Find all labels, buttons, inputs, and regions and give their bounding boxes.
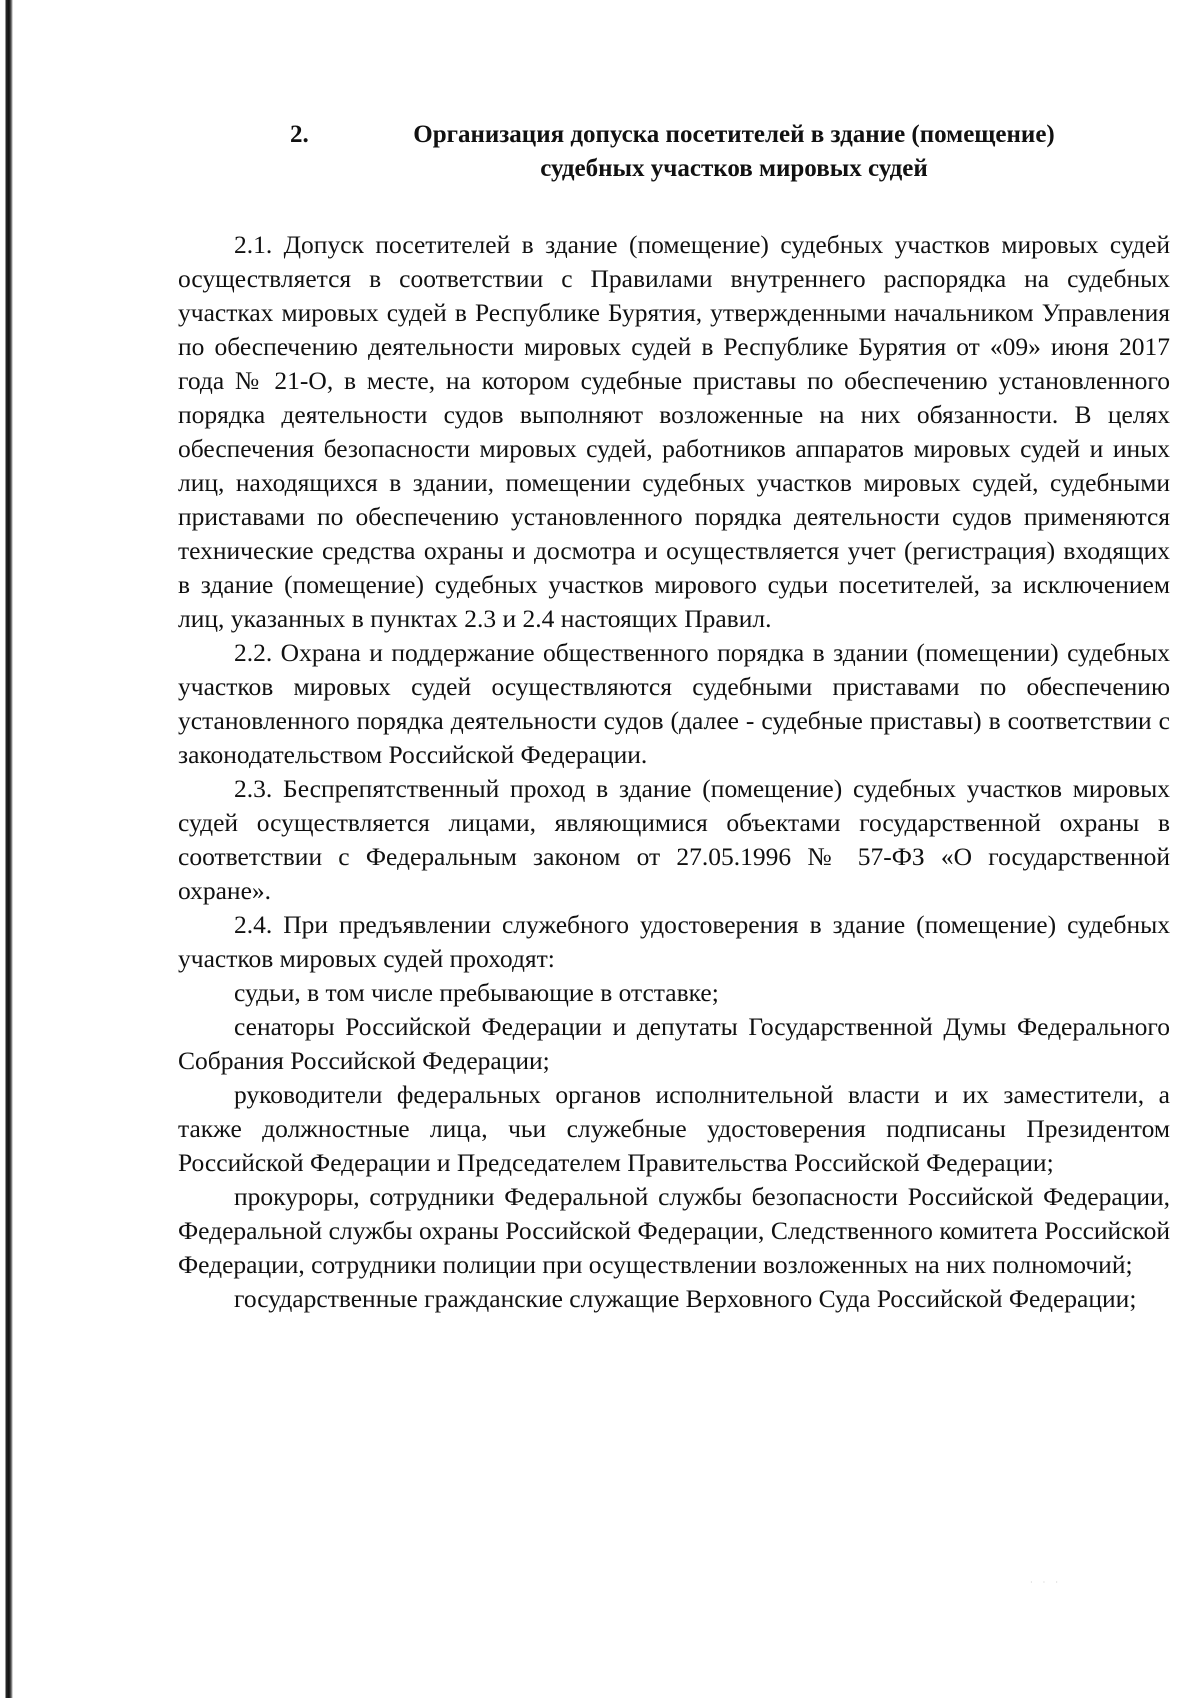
scan-edge xyxy=(0,0,20,1698)
section-title-line2: судебных участков мировых судей xyxy=(540,155,928,182)
list-item-senators: сенаторы Российской Федерации и депутаты Государственной Думы Федерального Собрания Российской Федерации; xyxy=(178,1012,1170,1075)
document-page xyxy=(178,118,1170,1316)
section-heading xyxy=(178,118,1170,186)
list-item-civil-servants: государственные гражданские служащие Верховного Суда Российской Федерации; xyxy=(234,1284,1137,1313)
section-title-line1: Организация допуска посетителей в здание (помещение) xyxy=(413,121,1055,148)
list-item-federal-heads: руководители федеральных органов исполнительной власти и их заместители, а также должностные лица, чьи служебные удостоверения подписаны Президентом Российской Федерации и Председателем Правительства Российской Федерации; xyxy=(178,1080,1170,1177)
document-body xyxy=(178,228,1170,1316)
section-number: 2. xyxy=(290,121,309,148)
scan-speck: · · · xyxy=(1030,1578,1062,1587)
list-item-prosecutors: прокуроры, сотрудники Федеральной службы безопасности Российской Федерации, Федеральной службы охраны Российской Федерации, Следственного комитета Российской Федерации, сотрудники полиции при осуществлении возложенных на них полномочий; xyxy=(178,1182,1170,1279)
paragraph-2-3: 2.3. Беспрепятственный проход в здание (помещение) судебных участков мировых судей осуществляется лицами, являющимися объектами государственной охраны в соответствии с Федеральным законом от 27.05.1996 № 57-ФЗ «О государственной охране». xyxy=(178,774,1170,905)
paragraph-2-4: 2.4. При предъявлении служебного удостоверения в здание (помещение) судебных участков мировых судей проходят: xyxy=(178,910,1170,973)
paragraph-2-1: 2.1. Допуск посетителей в здание (помещение) судебных участков мировых судей осуществляется в соответствии с Правилами внутреннего распорядка на судебных участках мировых судей в Республике Бурятия, утвержденными начальником Управления по обеспечению деятельности мировых судей в Республике Бурятия от «09» июня 2017 года № 21-О, в месте, на котором судебные приставы по обеспечению установленного порядка деятельности судов выполняют возложенные на них обязанности. В целях обеспечения безопасности мировых судей, работников аппаратов мировых судей и иных лиц, находящихся в здании, помещении судебных участков мировых судей, судебными приставами по обеспечению установленного порядка деятельности судов применяются технические средства охраны и досмотра и осуществляется учет (регистрация) входящих в здание (помещение) судебных участков мирового судьи посетителей, за исключением лиц, указанных в пунктах 2.3 и 2.4 настоящих Правил. xyxy=(178,230,1170,633)
paragraph-2-2: 2.2. Охрана и поддержание общественного порядка в здании (помещении) судебных участков мировых судей осуществляются судебными приставами по обеспечению установленного порядка деятельности судов (далее - судебные приставы) в соответствии с законодательством Российской Федерации. xyxy=(178,638,1170,769)
list-item-judges: судьи, в том числе пребывающие в отставке; xyxy=(234,978,719,1007)
